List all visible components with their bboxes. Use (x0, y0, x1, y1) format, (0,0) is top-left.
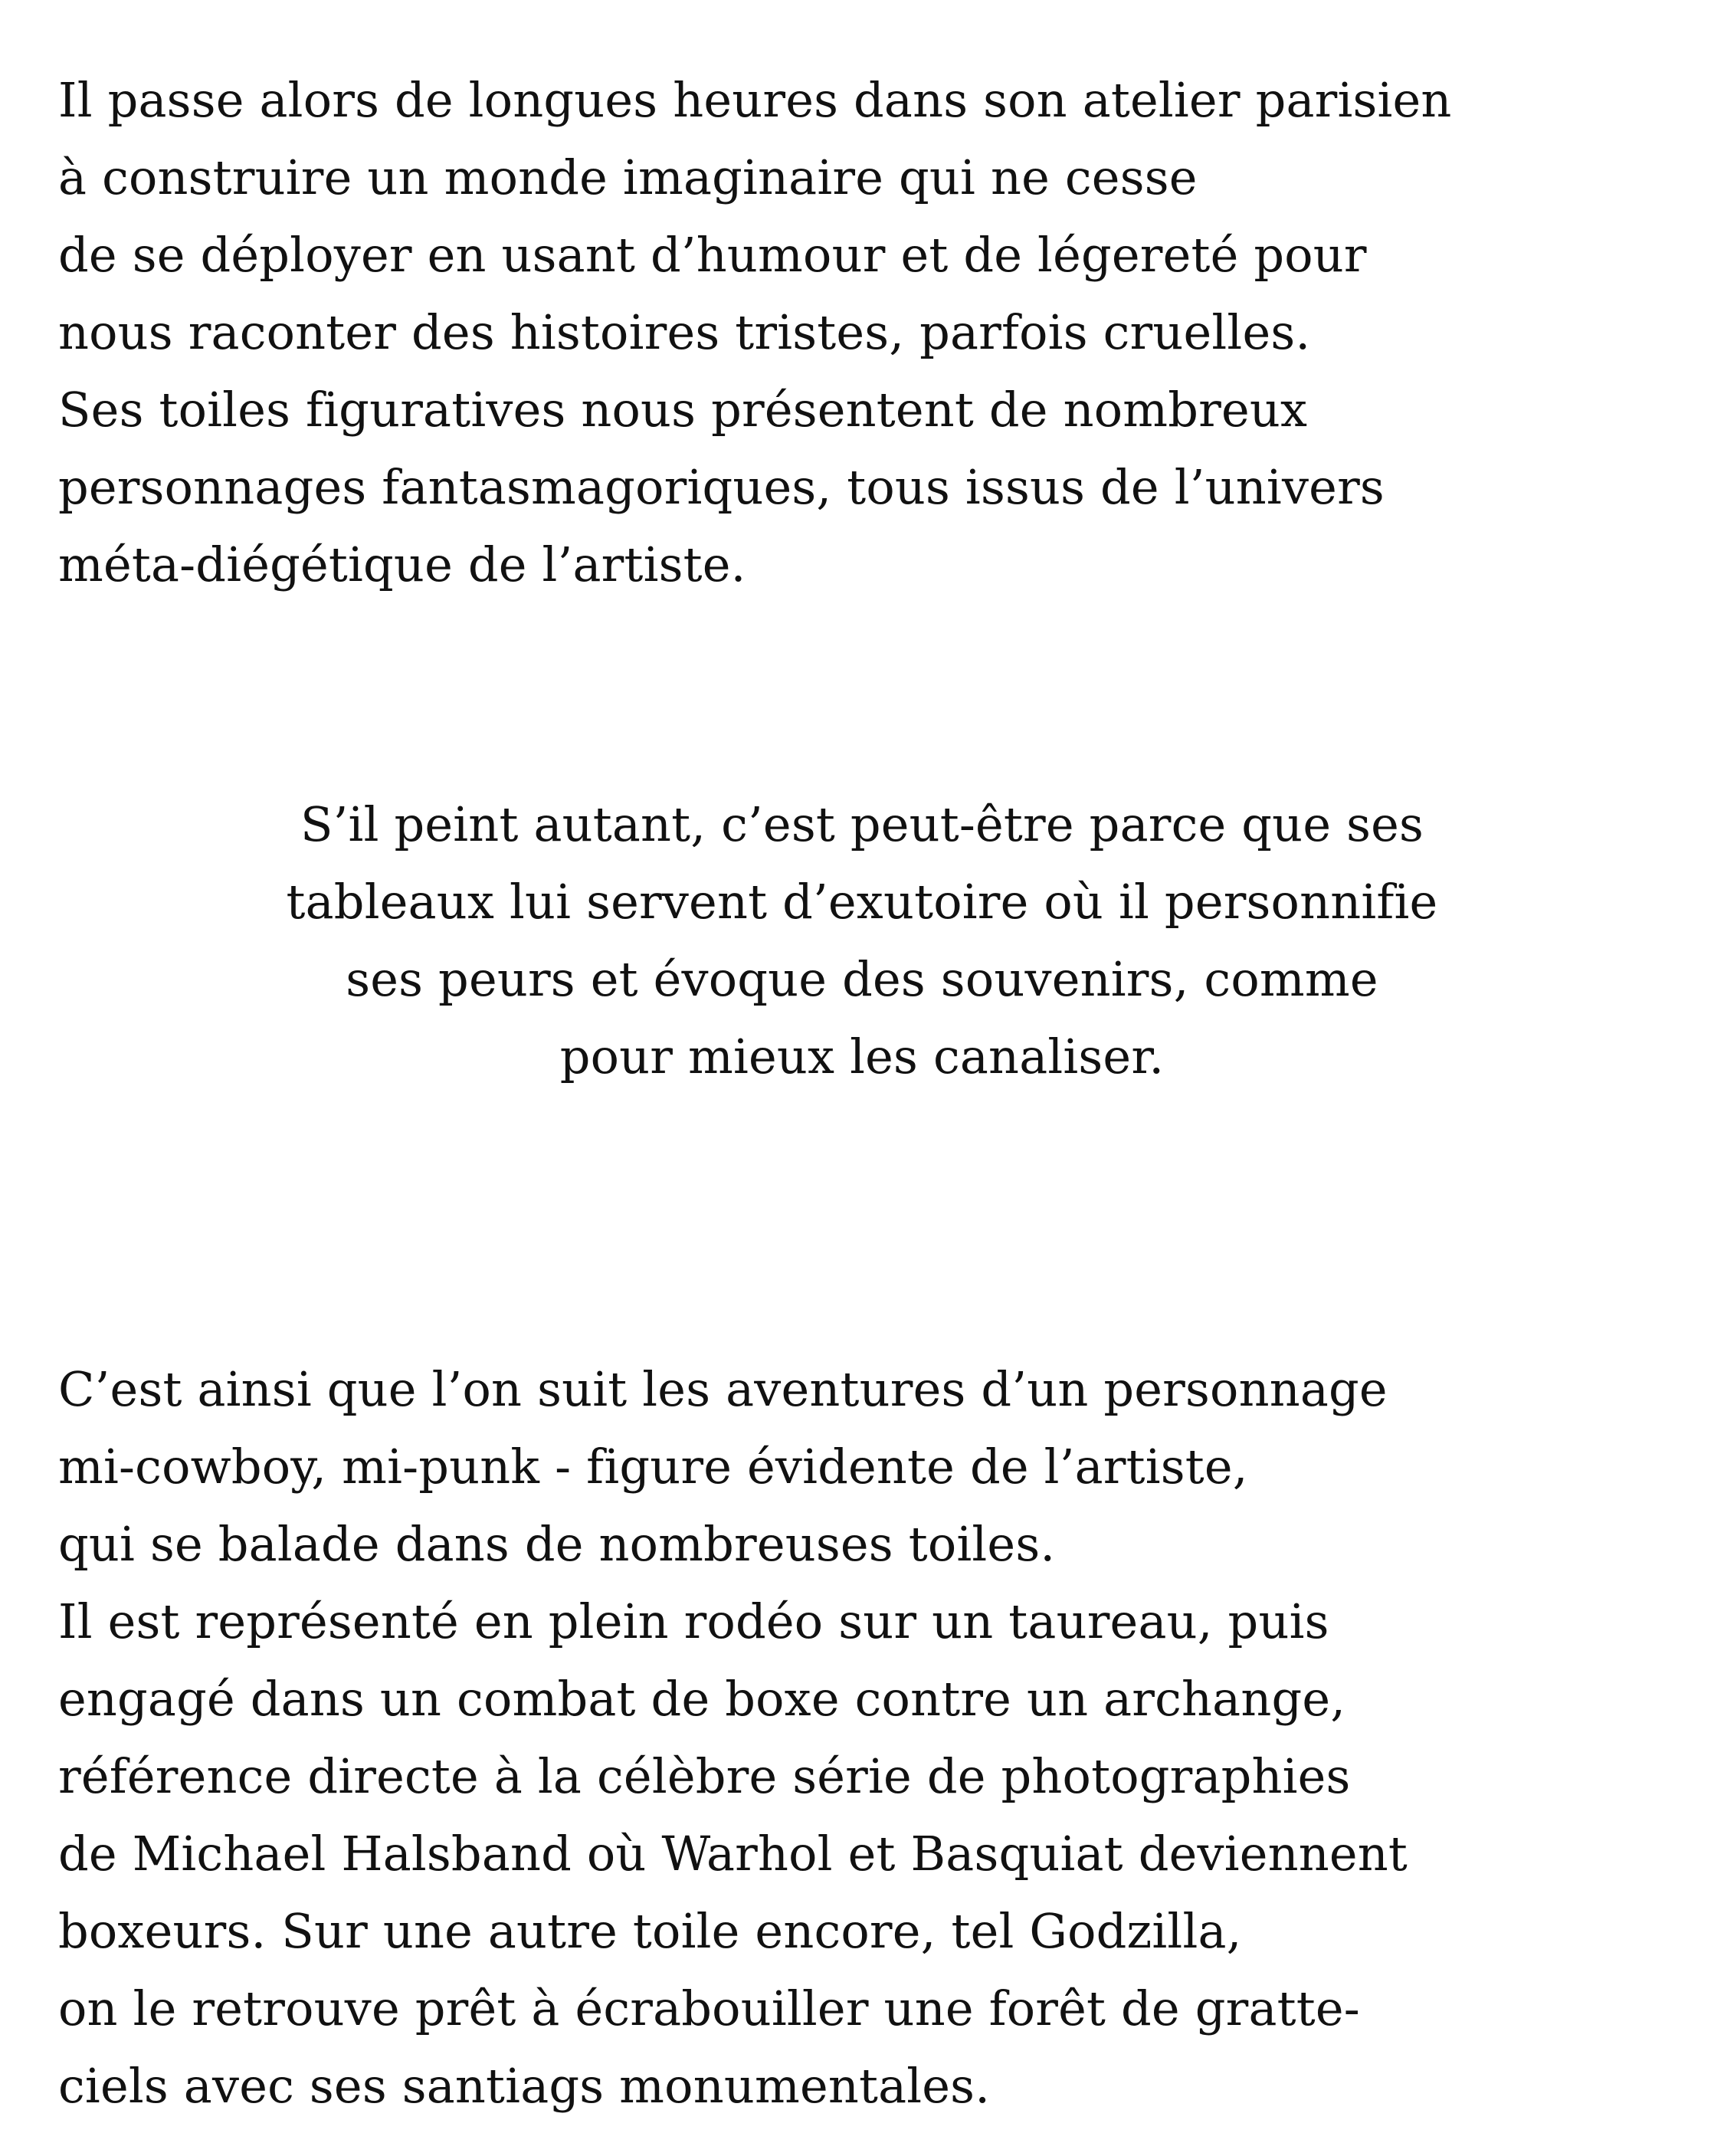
text-line: personnages fantasmagoriques, tous issus de l’univers (58, 459, 1385, 515)
text-line: on le retrouve prêt à écrabouiller une forêt de gratte- (58, 1980, 1360, 2036)
text-line: méta-diégétique de l’artiste. (58, 537, 746, 592)
text-line: engagé dans un combat de boxe contre un archange, (58, 1671, 1346, 1727)
text-line: de Michael Halsband où Warhol et Basquiat deviennent (58, 1826, 1408, 1882)
quote-line: ses peurs et évoque des souvenirs, comme (346, 951, 1378, 1007)
text-line: boxeurs. Sur une autre toile encore, tel Godzilla, (58, 1903, 1242, 1959)
text-line: Ses toiles figuratives nous présentent de nombreux (58, 382, 1308, 438)
centered-quote (0, 786, 1724, 1095)
text-line: Il passe alors de longues heures dans son atelier parisien (58, 72, 1452, 128)
intro-paragraph (58, 61, 1706, 603)
quote-line: S’il peint autant, c’est peut-être parce que ses (300, 796, 1424, 852)
text-line: de se déployer en usant d’humour et de légereté pour (58, 227, 1367, 283)
text-line: mi-cowboy, mi-punk - figure évidente de l’artiste, (58, 1439, 1248, 1495)
quote-line: tableaux lui servent d’exutoire où il personnifie (286, 874, 1438, 930)
text-line: qui se balade dans de nombreuses toiles. (58, 1516, 1056, 1572)
text-line: référence directe à la célèbre série de photographies (58, 1748, 1351, 1804)
text-line: à construire un monde imaginaire qui ne cesse (58, 149, 1198, 205)
text-line: Il est représenté en plein rodéo sur un taureau, puis (58, 1593, 1329, 1649)
text-line: C’est ainsi que l’on suit les aventures d’un personnage (58, 1361, 1388, 1417)
quote-line: pour mieux les canaliser. (559, 1029, 1165, 1085)
body-paragraph (58, 1350, 1706, 2125)
text-line: ciels avec ses santiags monumentales. (58, 2058, 991, 2114)
text-line: nous raconter des histoires tristes, parfois cruelles. (58, 304, 1311, 360)
